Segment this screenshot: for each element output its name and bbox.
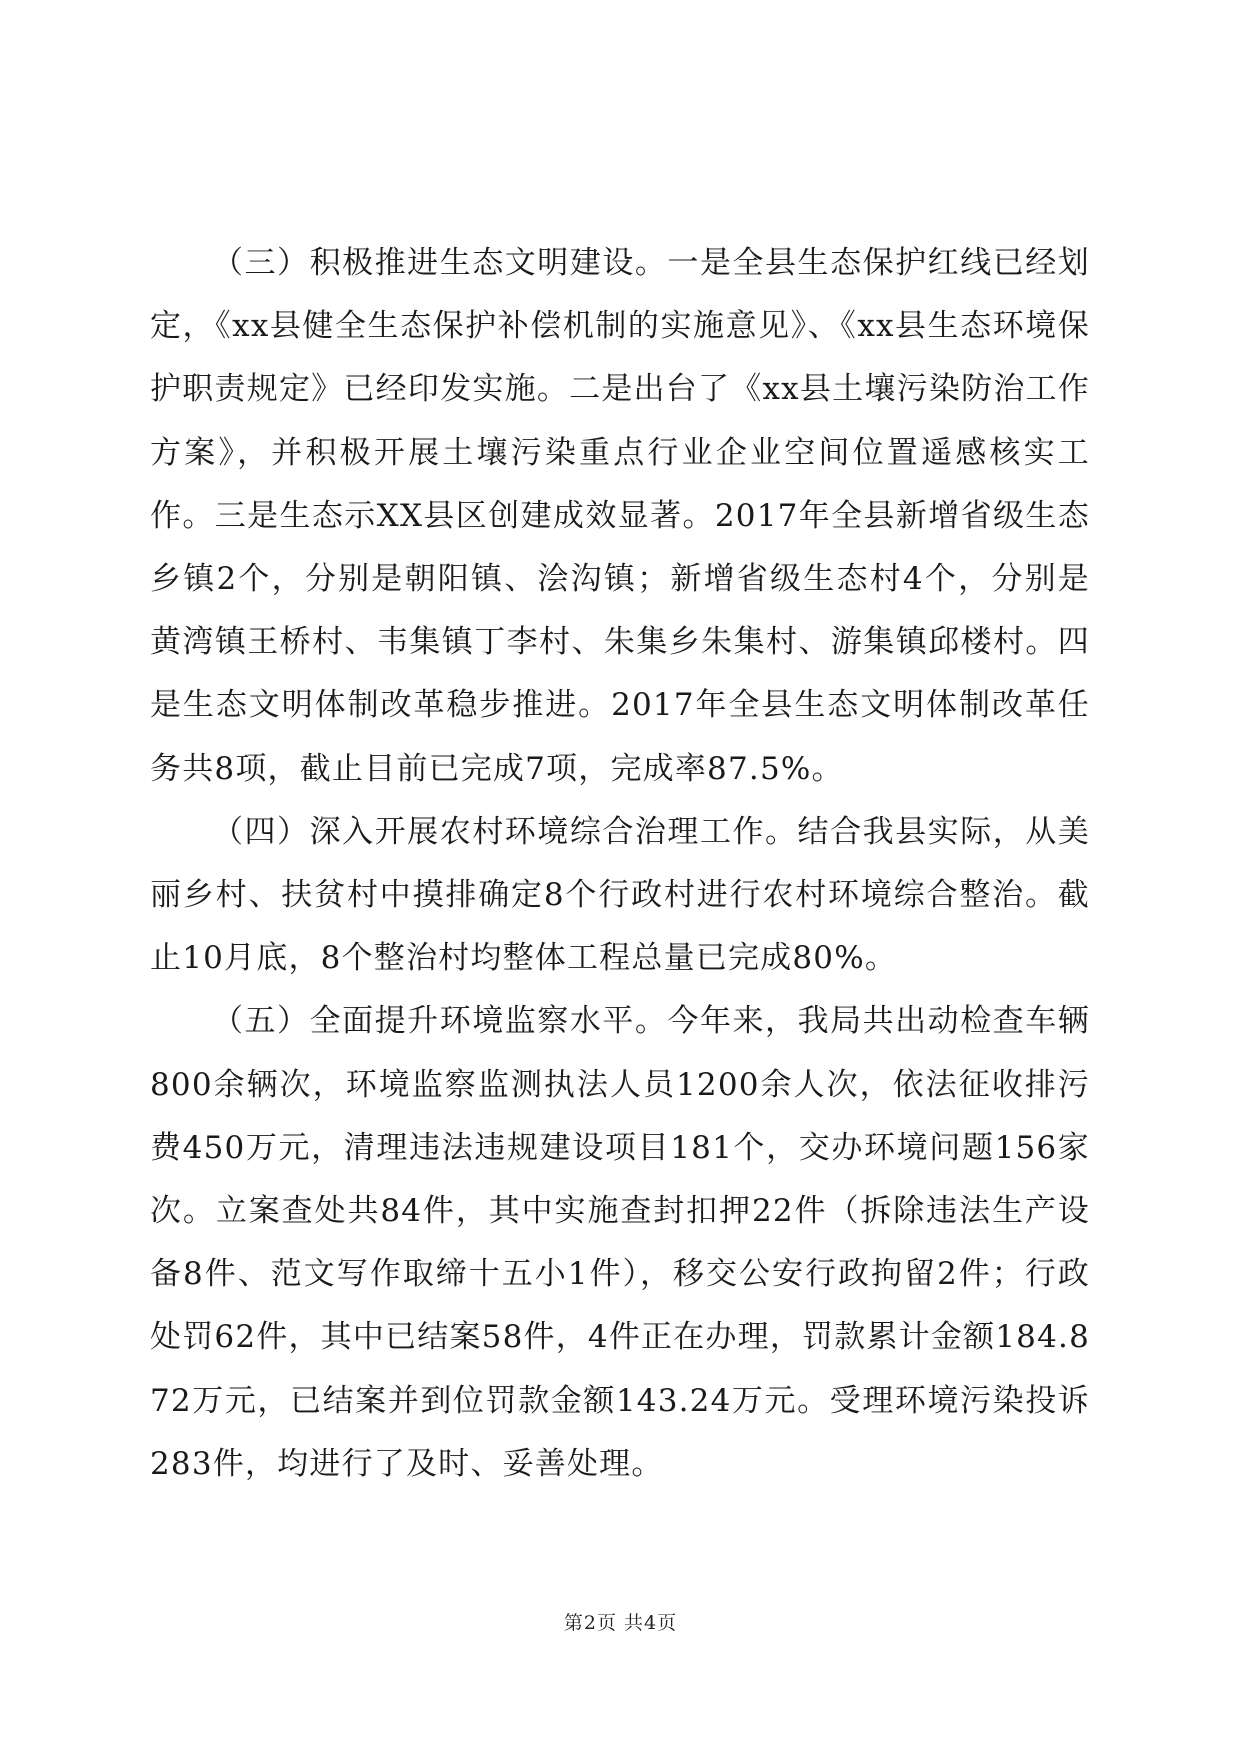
paragraph-ecological-civilization: （三）积极推进生态文明建设。一是全县生态保护红线已经划定，《xx县健全生态保护补偿机制的实施意见》、《xx县生态环境保护职责规定》已经印发实施。二是出台了《xx县土壤污染防治工作方案》，并积极开展土壤污染重点行业企业空间位置遥感核实工作。三是生态示XX县区创建成效显著。2017年全县新增省级生态乡镇2个，分别是朝阳镇、浍沟镇；新增省级生态村4个，分别是黄湾镇王桥村、韦集镇丁李村、朱集乡朱集村、游集镇邱楼村。四是生态文明体制改革稳步推进。2017年全县生态文明体制改革任务共8项，截止目前已完成7项，完成率87.5%。 <box>150 245 1090 787</box>
paragraph-environmental-supervision: （五）全面提升环境监察水平。今年来，我局共出动检查车辆800余辆次，环境监察监测执法人员1200余人次，依法征收排污费450万元，清理违法违规建设项目181个，交办环境问题156家次。立案查处共84件，其中实施查封扣押22件（拆除违法生产设备8件、范文写作取缔十五小1件），移交公安行政拘留2件；行政处罚62件，其中已结案58件，4件正在办理，罚款累计金额184.872万元，已结案并到位罚款金额143.24万元。受理环境污染投诉283件，均进行了及时、妥善处理。 <box>150 1003 1090 1482</box>
document-body <box>150 232 1090 1496</box>
paragraph-rural-environment: （四）深入开展农村环境综合治理工作。结合我县实际，从美丽乡村、扶贫村中摸排确定8个行政村进行农村环境综合整治。截止10月底，8个整治村均整体工程总量已完成80%。 <box>150 813 1090 977</box>
page-footer: 第2页 共4页 <box>563 1612 678 1634</box>
